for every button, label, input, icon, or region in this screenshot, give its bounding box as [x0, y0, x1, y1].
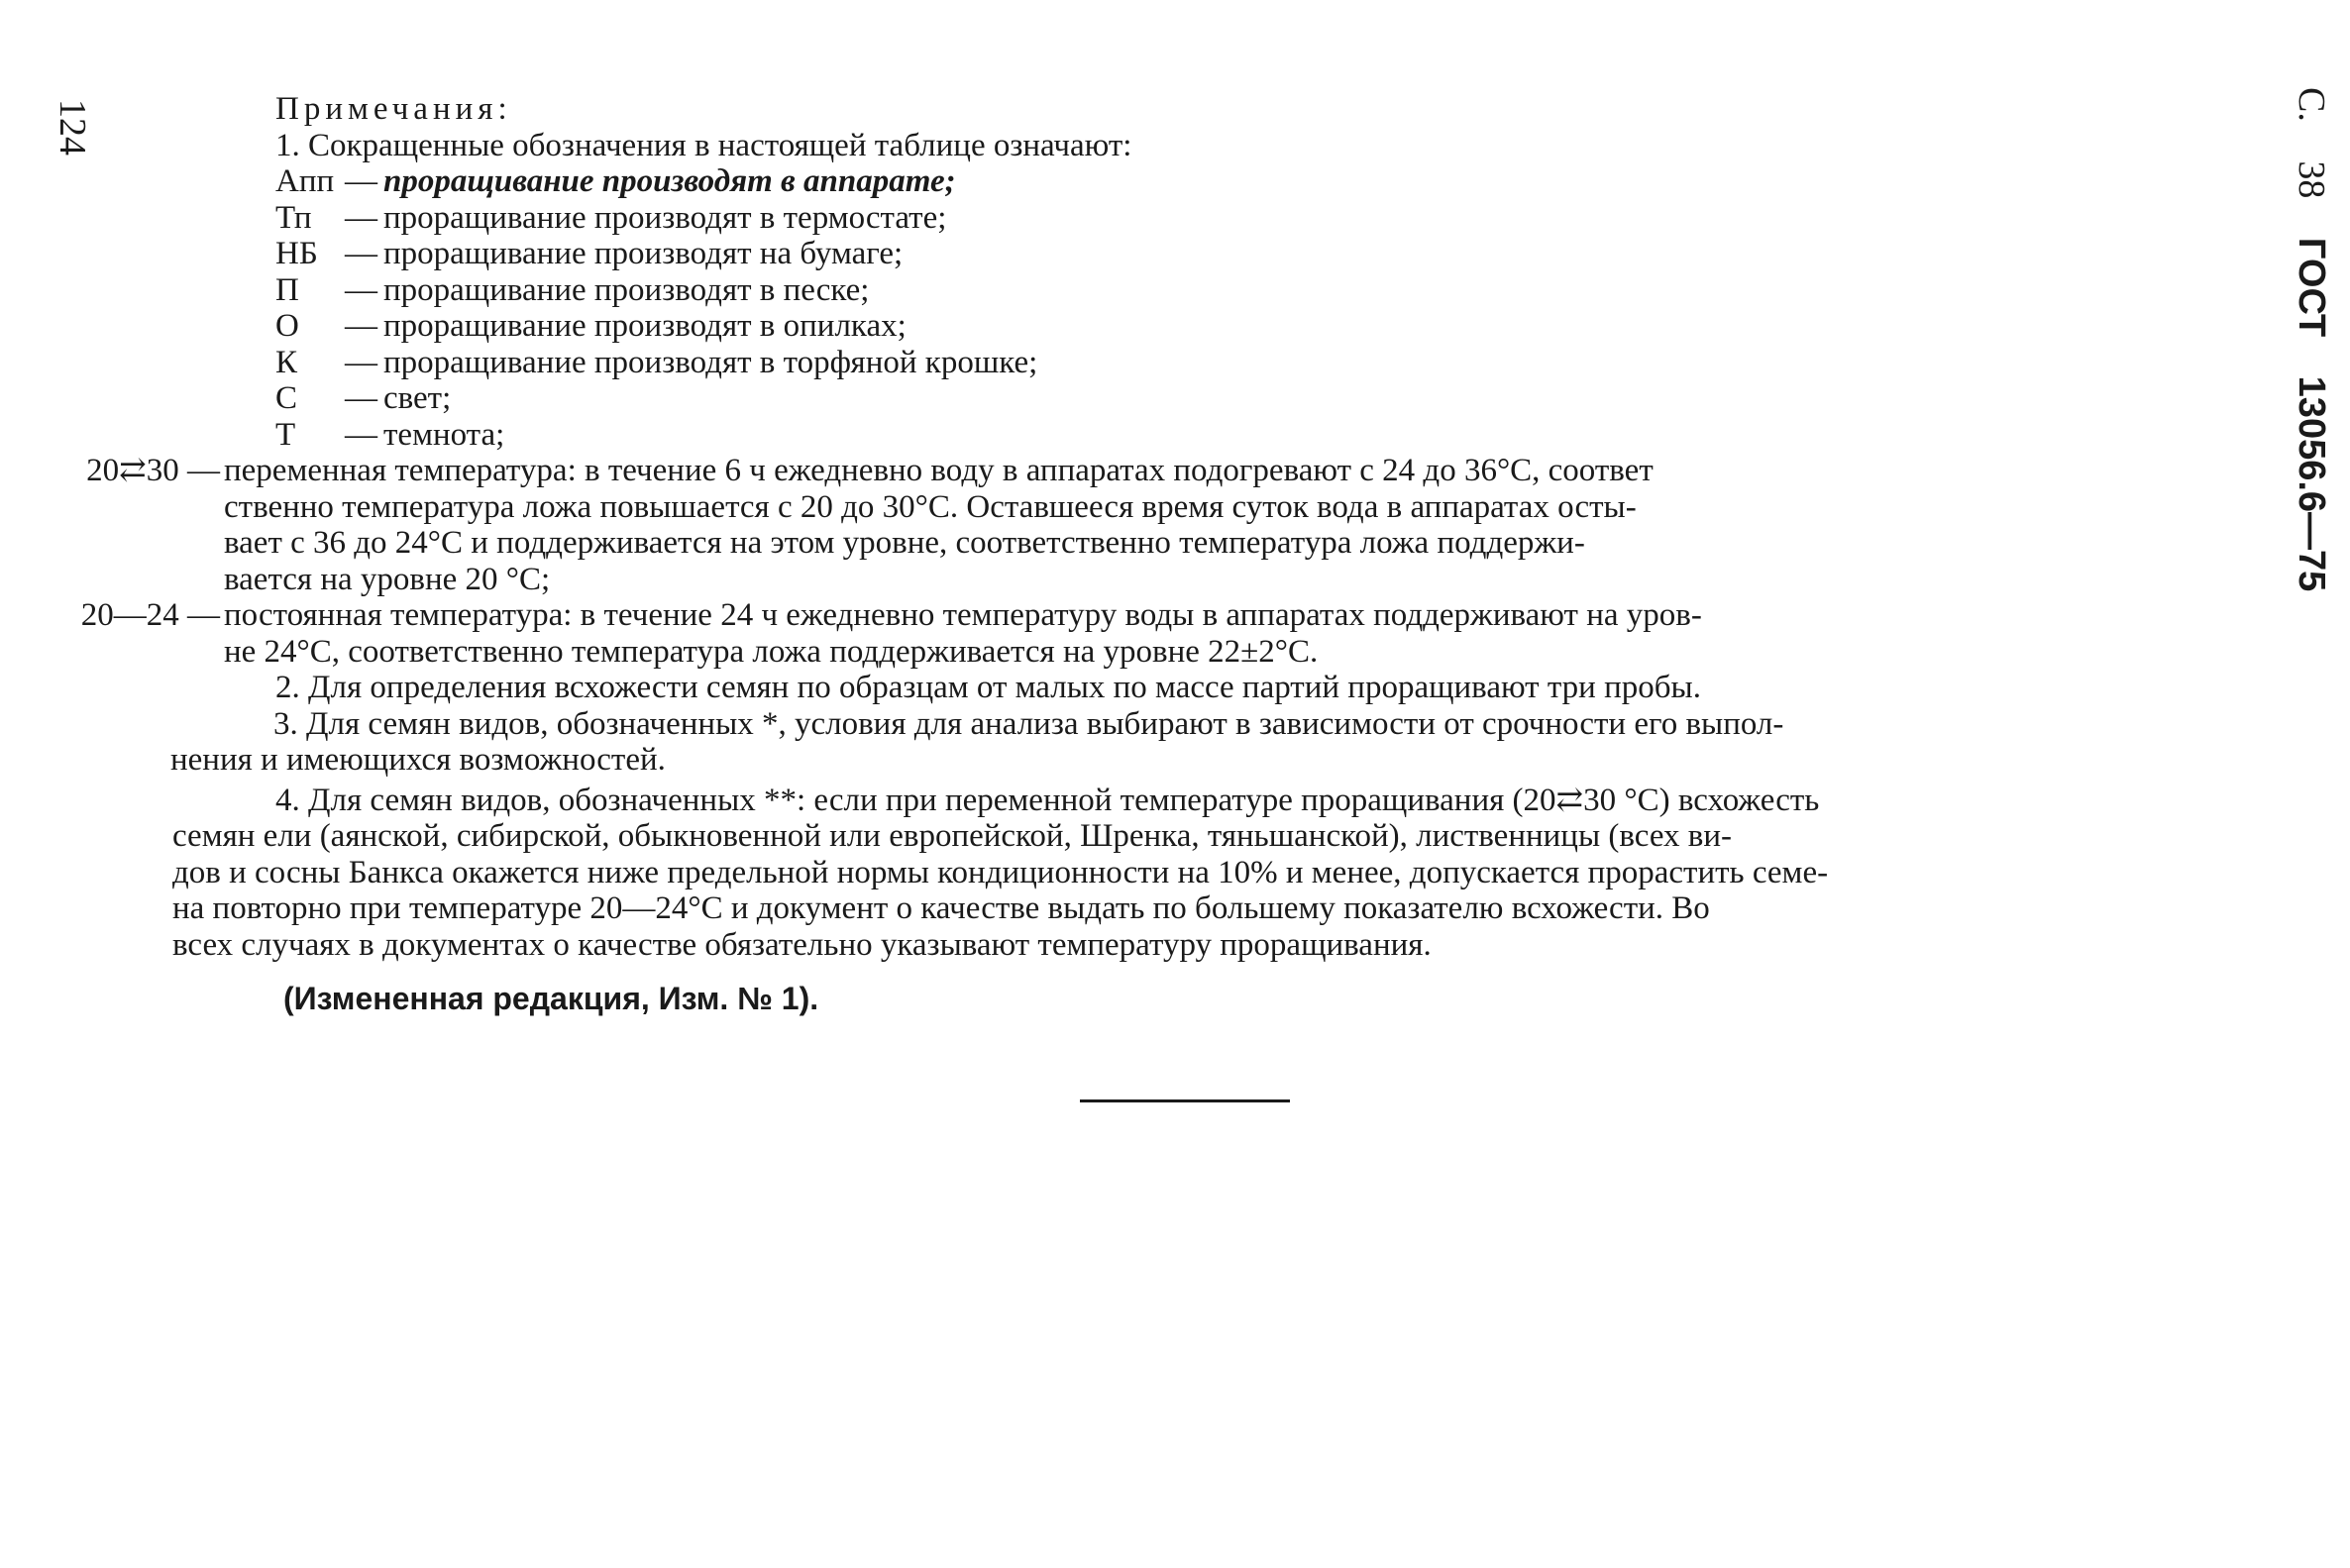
note-4-line: на повторно при температуре 20—24°С и документ о качестве выдать по большему показателю всхожести. Во [172, 890, 1710, 926]
abbreviation-desc: проращивание производят в термостате; [383, 199, 947, 236]
note-3-line: 3. Для семян видов, обозначенных *, условия для анализа выбирают в зависимости от срочности его выпол- [273, 705, 1784, 742]
temperature-desc-line: постоянная температура: в течение 24 ч ежедневно температуру воды в аппаратах поддерживают на уров- [224, 597, 1702, 633]
temperature-def-constant [30, 597, 2193, 670]
notes-body [80, 91, 2193, 1017]
abbreviation-key: С [275, 380, 298, 416]
side-header-prefix: С. [2291, 87, 2332, 122]
note-4-line: 4. Для семян видов, обозначенных **: если при переменной температуре проращивания (20⇄30 °С) всхожесть [275, 782, 1820, 818]
temperature-desc-line: переменная температура: в течение 6 ч ежедневно воду в аппаратах подогревают с 24 до 36°С, соответ [224, 453, 1654, 488]
temperature-desc-line: не 24°С, соответственно температура ложа поддерживается на уровне 22±2°С. [224, 633, 1319, 670]
temperature-term: 20—24 — [80, 597, 220, 633]
page-number: 124 [52, 99, 93, 156]
temperature-term: 20⇄30 — [86, 453, 220, 488]
abbreviation-key: Т [275, 416, 296, 453]
side-header-number: 13056.6—75 [2291, 375, 2332, 592]
abbreviation-desc: проращивание производят в опилках; [383, 308, 907, 344]
abbreviation-item: Тп — проращивание производят в термостате; [275, 199, 947, 236]
note-1-intro: 1. Сокращенные обозначения в настоящей таблице означают: [275, 127, 1132, 163]
abbreviation-desc: проращивание производят на бумаге; [383, 236, 904, 271]
note-3 [170, 706, 2193, 779]
note-4-line: дов и сосны Банкса окажется ниже предельной нормы кондиционности на 10% и менее, допускается прорастить семе- [172, 854, 1829, 890]
abbreviation-desc: проращивание производят в торфяной крошке; [383, 344, 1038, 380]
note-4 [172, 783, 2193, 964]
edit-note: (Измененная редакция, Изм. № 1). [283, 981, 819, 1016]
abbreviation-key: НБ [275, 236, 318, 271]
temperature-definitions [30, 453, 2193, 670]
abbreviation-item: П — проращивание производят в песке; [275, 271, 870, 308]
note-4-line: всех случаях в документах о качестве обязательно указывают температуру проращивания. [172, 926, 1432, 963]
abbreviation-item: О — проращивание производят в опилках; [275, 308, 907, 344]
abbreviation-key: К [275, 344, 298, 380]
side-header-standard: ГОСТ [2291, 237, 2332, 338]
temperature-desc-line: вает с 36 до 24°С и поддерживается на этом уровне, соответственно температура ложа поддержи- [224, 525, 1585, 561]
abbreviation-item: К — проращивание производят в торфяной крошке; [275, 344, 1038, 380]
abbreviation-item: С — свет; [275, 380, 452, 416]
note-3-line: нения и имеющихся возможностей. [170, 742, 666, 778]
abbreviation-list [172, 163, 2193, 453]
abbreviation-item: Апп — проращивание производят в аппарате; [275, 163, 956, 199]
end-rule [1080, 1099, 1290, 1102]
abbreviation-item: НБ — проращивание производят на бумаге; [275, 236, 904, 271]
temperature-desc-line: вается на уровне 20 °С; [224, 561, 551, 597]
note-2: 2. Для определения всхожести семян по образцам от малых по массе партий проращивают три пробы. [275, 670, 1701, 705]
note-4-line: семян ели (аянской, сибирской, обыкновенной или европейской, Шренка, тяньшанской), лиственницы (всех ви- [172, 818, 1733, 854]
abbreviation-key: П [275, 271, 299, 308]
abbreviation-desc: проращивание производят в песке; [383, 271, 870, 308]
temperature-def-variable [30, 453, 2193, 597]
abbreviation-key: О [275, 308, 299, 344]
temperature-desc-line: ственно температура ложа повышается с 20 до 30°С. Оставшееся время суток вода в аппаратах осты- [224, 488, 1637, 525]
abbreviation-desc: свет; [383, 380, 452, 416]
abbreviation-key: Апп [275, 163, 335, 199]
side-header [2293, 87, 2330, 591]
abbreviation-desc: темнота; [383, 416, 505, 453]
abbreviation-desc: проращивание производят в аппарате; [383, 163, 956, 199]
side-header-page: 38 [2291, 160, 2332, 199]
abbreviation-key: Тп [275, 199, 312, 236]
abbreviation-item: Т — темнота; [275, 416, 505, 453]
notes-title: Примечания: [275, 91, 512, 127]
